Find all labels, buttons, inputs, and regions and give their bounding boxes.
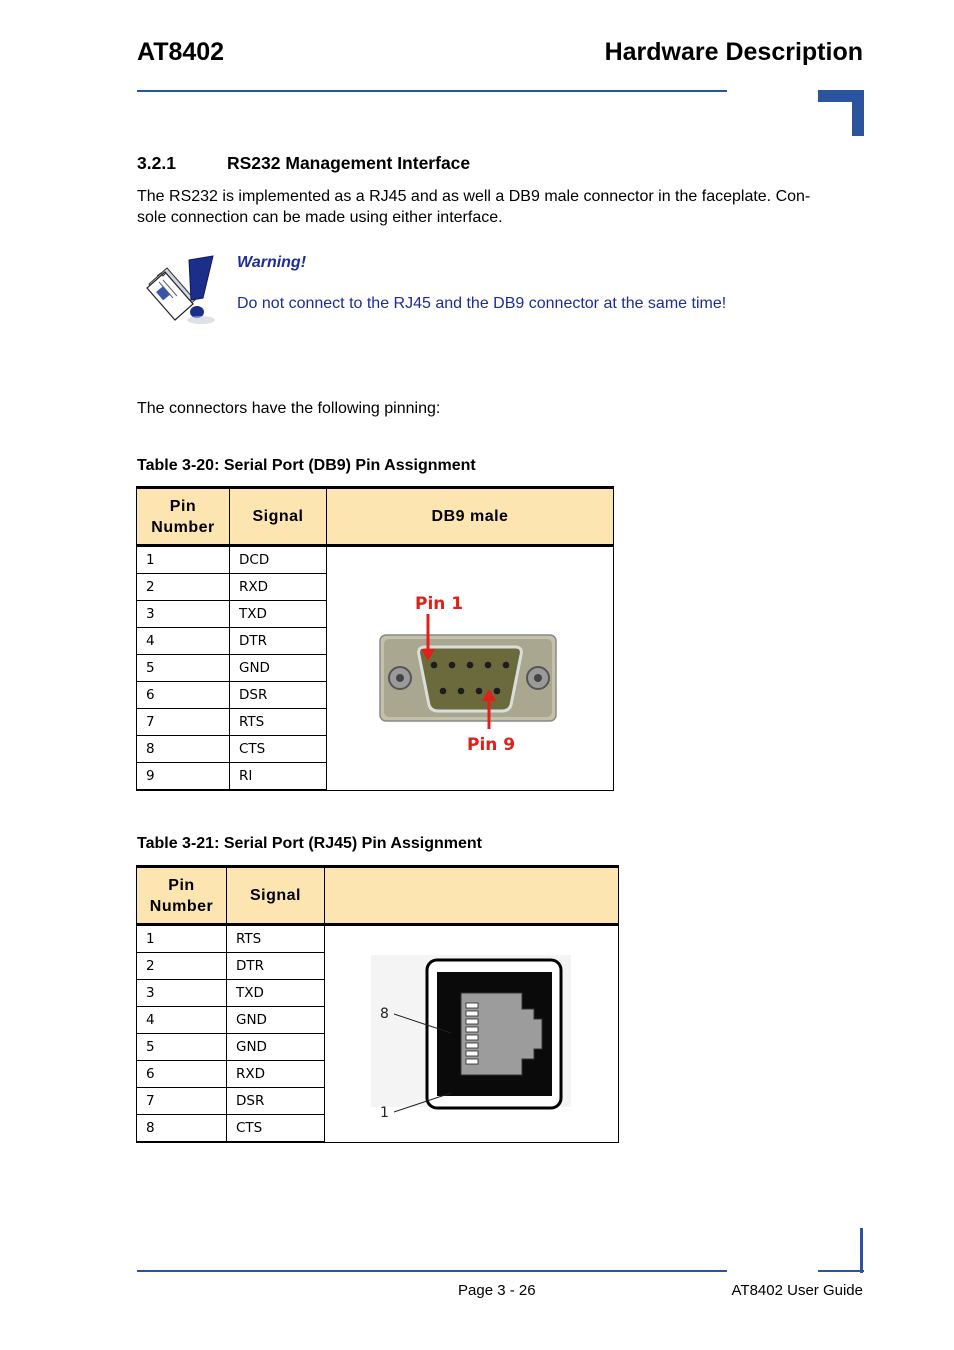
pin-number-cell: 3 [137,980,227,1007]
db9-header-image: DB9 male [327,488,614,546]
pin-number-cell: 3 [137,601,230,628]
db9-header-pin-number: Pin Number [137,488,230,546]
pin-number-cell: 6 [137,682,230,709]
table-db9-caption: Table 3-20: Serial Port (DB9) Pin Assignment [137,457,476,474]
signal-cell: RTS [230,709,327,736]
signal-cell: GND [230,655,327,682]
chapter-title: Hardware Description [604,38,863,66]
pin-number-cell: 4 [137,628,230,655]
rj45-connector-image [367,947,577,1117]
signal-cell: DCD [230,546,327,574]
signal-cell: DSR [230,682,327,709]
footer-guide-title: AT8402 User Guide [731,1282,863,1299]
signal-cell: GND [227,1034,325,1061]
pin-number-cell: 1 [137,925,227,953]
table-rj45-caption: Table 3-21: Serial Port (RJ45) Pin Assignment [137,835,482,852]
signal-cell: CTS [227,1115,325,1143]
signal-cell: DTR [230,628,327,655]
header-corner-mark [818,90,864,136]
rj45-pin1-label: 1 [379,1104,389,1117]
pin-number-cell: 1 [137,546,230,574]
pin-number-cell: 9 [137,763,230,791]
page-number: Page 3 - 26 [458,1282,536,1299]
pin-number-cell: 5 [137,1034,227,1061]
signal-cell: RXD [230,574,327,601]
rj45-header-image [325,867,619,925]
intro-line-2: sole connection can be made using either interface. [137,209,503,226]
pin-number-cell: 4 [137,1007,227,1034]
rj45-connector-cell [325,925,619,1143]
rj45-pin-table [136,865,619,1143]
footer-rule [137,1270,727,1272]
section-number: 3.2.1 [137,153,176,173]
table-row [137,925,619,953]
signal-cell: RI [230,763,327,791]
pin-number-cell: 2 [137,953,227,980]
signal-cell: RTS [227,925,325,953]
signal-cell: TXD [227,980,325,1007]
intro-line-1: The RS232 is implemented as a RJ45 and as well a DB9 male connector in the faceplate. Con- [137,188,811,205]
rj45-header-pin-number: Pin Number [137,867,227,925]
db9-connector-image [375,581,565,751]
pin-number-cell: 7 [137,709,230,736]
rj45-pin8-label: 8 [379,1005,389,1022]
pin-number-cell: 8 [137,1115,227,1143]
signal-cell: DSR [227,1088,325,1115]
section-title: RS232 Management Interface [227,153,471,173]
document-title: AT8402 [137,38,225,66]
db9-pin9-label: Pin 9 [467,735,516,752]
signal-cell: GND [227,1007,325,1034]
pin-number-cell: 5 [137,655,230,682]
pin-number-cell: 2 [137,574,230,601]
warning-title: Warning! [237,254,307,271]
signal-cell: CTS [230,736,327,763]
section-heading [137,153,470,174]
header-rule [137,90,727,92]
signal-cell: DTR [227,953,325,980]
footer-rule-right [818,1270,864,1272]
intro-paragraph [137,186,810,228]
db9-header-signal: Signal [230,488,327,546]
footer-corner-mark [818,1228,864,1273]
pin-number-cell: 6 [137,1061,227,1088]
pinning-intro: The connectors have the following pinning: [137,400,441,417]
warning-text: Do not connect to the RJ45 and the DB9 connector at the same time! [237,295,727,312]
rj45-header-signal: Signal [227,867,325,925]
db9-pin1-label: Pin 1 [415,594,464,615]
pin-number-cell: 7 [137,1088,227,1115]
signal-cell: TXD [230,601,327,628]
signal-cell: RXD [227,1061,325,1088]
warning-document-icon [143,254,219,334]
db9-connector-cell [327,546,614,791]
pin-number-cell: 8 [137,736,230,763]
db9-pin-table [136,486,614,791]
table-row [137,546,614,574]
